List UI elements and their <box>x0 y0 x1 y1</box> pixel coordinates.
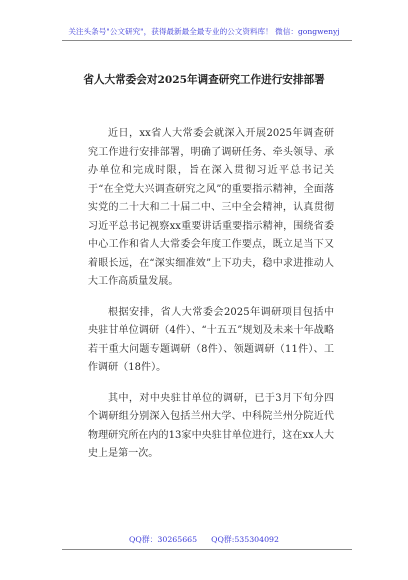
footer-qq-group-1: QQ群：30265665 <box>129 535 198 544</box>
header-banner: 关注头条号"公文研究"，获得最新最全最专业的公文资料库！ 微信：gongwenyj <box>68 27 340 36</box>
document-title: 省人大常委会对2025年调查研究工作进行安排部署 <box>83 74 325 86</box>
document-body <box>88 125 334 476</box>
body-paragraph-3: 其中，对中央驻甘单位的调研，已于3月下旬分四个调研组分别深入包括兰州大学、中科院兰州分院近代物理研究所在内的13家中央驻甘单位进行，这在xx人大史上是第一次。 <box>88 392 334 459</box>
footer-contact <box>0 535 408 545</box>
footer-divider <box>62 549 352 550</box>
header-divider <box>62 40 352 41</box>
body-paragraph-2: 根据安排，省人大常委会2025年调研项目包括中央驻甘单位调研（4件）、“十五五”规划及未来十年战略若干重大问题专题调研（8件）、领题调研（11件）、工作调研（18件）。 <box>88 306 334 373</box>
body-paragraph-1: 近日，xx省人大常委会就深入开展2025年调查研究工作进行安排部署，明确了调研任务、牵头领导、承办单位和完成时限，旨在深入贯彻习近平总书记关于“在全党大兴调查研究之风”的重要指示精神，全面落实党的二十大和二十届二中、三中全会精神，认真贯彻习近平总书记视察xx重要讲话重要指示精神，围绕省委中心工作和省人大常委会年度工作要点，既立足当下又着眼长远，在“深实细准效”上下功夫，稳中求进推动人大工作高质量发展。 <box>88 128 334 287</box>
footer-qq-group-2: QQ群:535304092 <box>211 535 279 544</box>
